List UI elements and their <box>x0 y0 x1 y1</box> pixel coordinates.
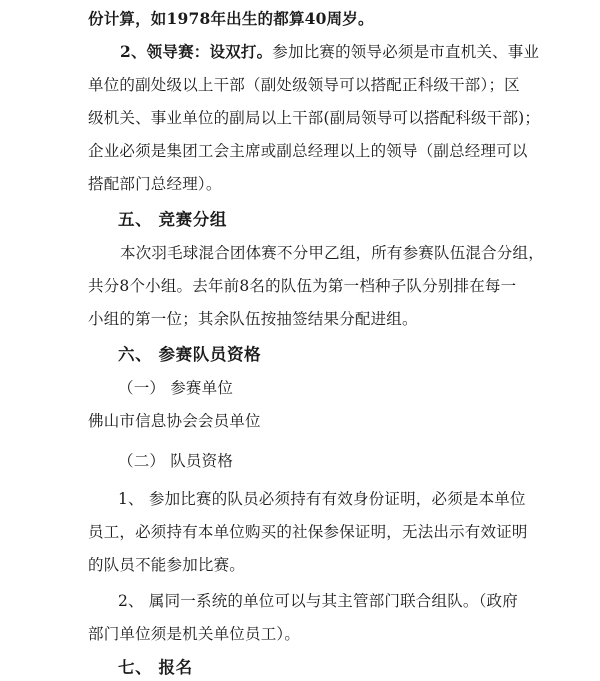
section-6-title: 六、 参赛队员资格 <box>118 345 262 364</box>
leader-match-line-4: 企业必须是集团工会主席或副总经理以上的领导（副总经理可以 <box>88 142 528 160</box>
subsection-player-qualification-title: （二） 队员资格 <box>118 452 234 470</box>
section-5-line-2: 共分8个小组。去年前8名的队伍为第一档种子队分别排在每一 <box>88 277 517 295</box>
section-5-line-3: 小组的第一位；其余队伍按抽签结果分配进组。 <box>88 310 418 328</box>
leader-match-heading: 2、领导赛：设双打。 <box>120 42 273 61</box>
section-7-title: 七、 报名 <box>118 658 193 677</box>
qualification-item-1-line-2: 员工，必须持有本单位购买的社保参保证明，无法出示有效证明 <box>88 523 528 541</box>
subsection-participating-units-title: （一） 参赛单位 <box>118 379 234 397</box>
participating-units-text: 佛山市信息协会会员单位 <box>88 412 261 430</box>
leader-match-line-1 <box>120 42 539 62</box>
qualification-item-1-line-1: 1、 参加比赛的队员必须持有有效身份证明，必须是本单位 <box>118 490 526 508</box>
section-5-title: 五、 竞赛分组 <box>118 210 227 229</box>
qualification-item-2-line-1: 2、 属同一系统的单位可以与其主管部门联合组队。（政府 <box>118 592 518 610</box>
leader-match-line-2: 单位的副处级以上干部（副处级领导可以搭配正科级干部）；区 <box>88 76 520 94</box>
age-rule-line: 份计算，如1978年出生的都算40周岁。 <box>88 9 374 28</box>
section-5-line-1: 本次羽毛球混合团体赛不分甲乙组，所有参赛队伍混合分组， <box>120 244 544 262</box>
leader-match-line-5: 搭配部门总经理）。 <box>88 175 222 193</box>
qualification-item-1-line-3: 的队员不能参加比赛。 <box>88 556 246 574</box>
leader-match-line-3: 级机关、事业单位的副局以上干部(副局领导可以搭配科级干部)； <box>88 109 541 127</box>
leader-match-text: 参加比赛的领导必须是市直机关、事业 <box>272 43 540 61</box>
qualification-item-2-line-2: 部门单位须是机关单位员工）。 <box>88 625 301 643</box>
